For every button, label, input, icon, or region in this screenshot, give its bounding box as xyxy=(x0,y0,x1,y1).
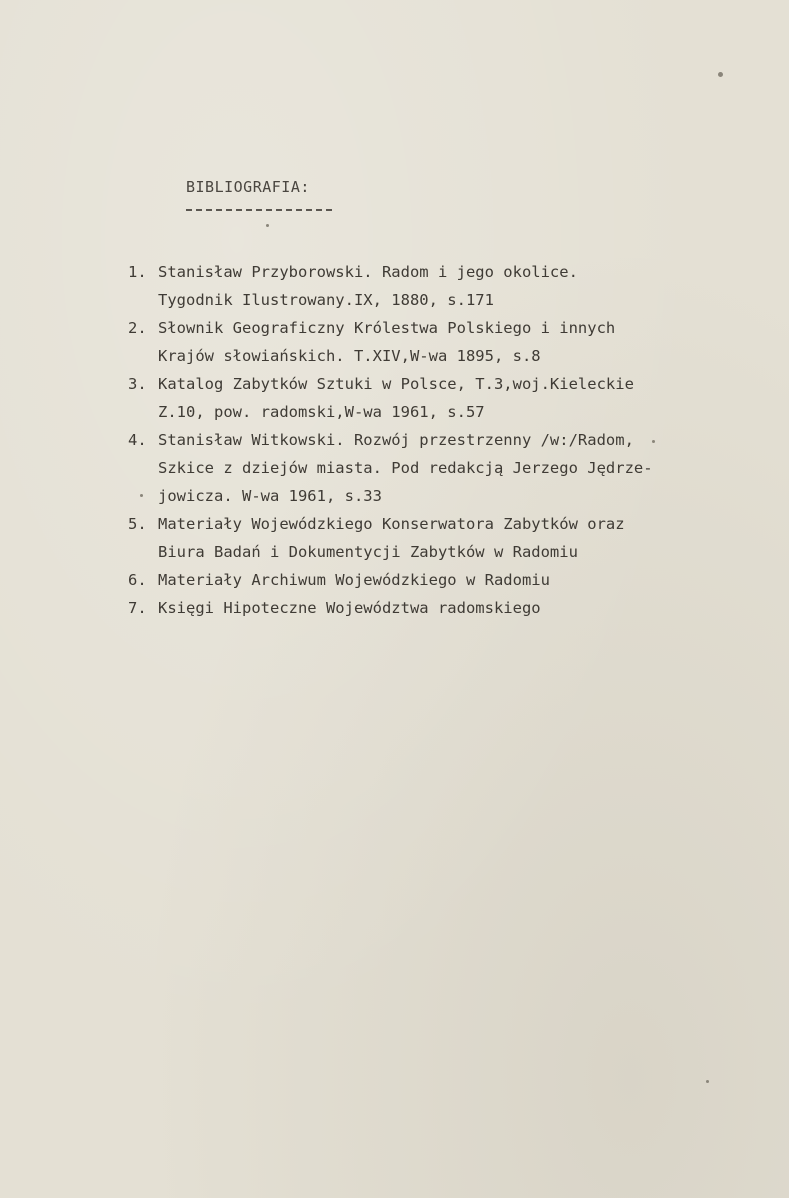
bibliography-entry xyxy=(128,510,728,566)
entry-line: Stanisław Witkowski. Rozwój przestrzenny /w:/Radom, xyxy=(158,431,634,449)
entry-text xyxy=(158,370,728,426)
page-title: BIBLIOGRAFIA: xyxy=(186,178,310,196)
bibliography-entry xyxy=(128,566,728,594)
bibliography-list xyxy=(128,258,728,622)
paper-speck xyxy=(706,1080,709,1083)
entry-number: 3. xyxy=(128,375,147,393)
entry-line: Z.10, pow. radomski,W-wa 1961, s.57 xyxy=(158,403,485,421)
entry-number: 7. xyxy=(128,599,147,617)
entry-text xyxy=(158,258,728,314)
entry-number: 5. xyxy=(128,515,147,533)
entry-line: Szkice z dziejów miasta. Pod redakcją Jerzego Jędrze- xyxy=(158,459,653,477)
entry-number: 1. xyxy=(128,263,147,281)
entry-text xyxy=(158,566,728,594)
paper-speck xyxy=(652,440,655,443)
bibliography-entry xyxy=(128,426,728,510)
entry-line: Krajów słowiańskich. T.XIV,W-wa 1895, s.8 xyxy=(158,347,541,365)
entry-line: Tygodnik Ilustrowany.IX, 1880, s.171 xyxy=(158,291,494,309)
entry-line: Materiały Archiwum Wojewódzkiego w Radomiu xyxy=(158,571,550,589)
entry-text xyxy=(158,426,728,510)
bibliography-entry xyxy=(128,258,728,314)
paper-speck xyxy=(266,224,269,227)
paper-speck xyxy=(718,72,723,77)
bibliography-entry xyxy=(128,594,728,622)
entry-line: Słownik Geograficzny Królestwa Polskiego i innych xyxy=(158,319,616,337)
entry-line: jowicza. W-wa 1961, s.33 xyxy=(158,487,382,505)
bibliography-entry xyxy=(128,314,728,370)
bibliography-entry xyxy=(128,370,728,426)
entry-number: 2. xyxy=(128,319,147,337)
entry-number: 6. xyxy=(128,571,147,589)
entry-line: Biura Badań i Dokumentycji Zabytków w Radomiu xyxy=(158,543,578,561)
entry-text xyxy=(158,594,728,622)
title-underline xyxy=(186,209,332,211)
entry-number: 4. xyxy=(128,431,147,449)
entry-line: Stanisław Przyborowski. Radom i jego okolice. xyxy=(158,263,578,281)
entry-text xyxy=(158,314,728,370)
paper-speck xyxy=(140,494,143,497)
entry-line: Katalog Zabytków Sztuki w Polsce, T.3,woj.Kieleckie xyxy=(158,375,634,393)
entry-line: Księgi Hipoteczne Województwa radomskiego xyxy=(158,599,541,617)
entry-line: Materiały Wojewódzkiego Konserwatora Zabytków oraz xyxy=(158,515,625,533)
entry-text xyxy=(158,510,728,566)
